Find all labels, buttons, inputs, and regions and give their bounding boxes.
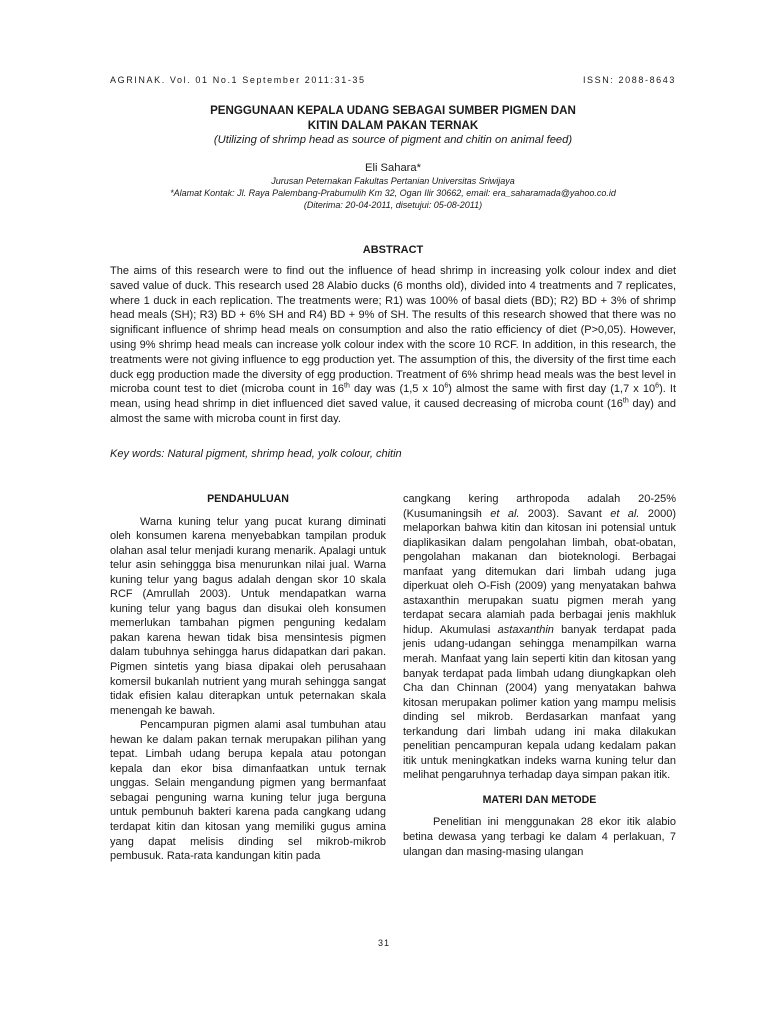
received-dates: (Diterima: 20-04-2011, disetujui: 05-08-2011) xyxy=(303,200,483,210)
body-text: cangkang kering arthropoda adalah 20-25% (Kusumaningsih xyxy=(403,493,676,520)
abstract-text: ) almost the same with first day (1,7 x 10 xyxy=(448,383,656,396)
affiliation: Jurusan Peternakan Fakultas Pertanian Universitas Sriwijaya xyxy=(271,176,515,186)
body-paragraph: Warna kuning telur yang pucat kurang diminati oleh konsumen karena menyebabkan tampilan produk olahan asal telur menjadi kurang menarik. Apalagi untuk telur asin sehinggga bisa menurunkan nilai jual. Warna kuning telur yang bagus adalah dengan skor 10 skala RCF (Amrullah 2003). Untuk mendapatkan warna kuning telur yang bagus dan disukai oleh konsumen memerlukan tambahan pigmen penguning kedalam pakan karena hewan tidak bisa mensintesis pigmen dalam tubuhnya sehingga harus didapatkan dari pakan. Pigmen sintetis yang biasa dipakai oleh perusahaan komersil bukanlah nutrient yang murah sehingga sangat tidak efisien kalau diterapkan untuk peternakan skala menengah ke bawah. xyxy=(110,515,386,717)
contact-address: *Alamat Kontak: Jl. Raya Palembang-Prabumulih Km 32, Ogan Ilir 30662, email: era_saharamada@yahoo.co.id xyxy=(170,188,616,198)
title-block xyxy=(110,104,676,211)
abstract-text: ). It mean, using head shrimp in diet influenced diet saved value, it caused decreasing of microba count (16 xyxy=(110,383,676,411)
superscript: 6 xyxy=(444,382,449,390)
body-column-left xyxy=(110,492,386,864)
body-column-right xyxy=(403,492,676,859)
body-text: banyak terdapat pada jenis udang-udangan sehingga menampilkan warna merah. Manfaat yang lain seperti kitin dan kitosan yang banyak terdapat pada limbah udang diungkapkan oleh Cha dan Chinnan (2004) yang menyatakan bahwa kitosan merupakan polimer kation yang mampu melisis dinding sel mikrob. Berdasarkan manfaat yang terkandung dari limbah udang ini maka dilakukan penelitian pencampuran kepala udang kedalam pakan itik untuk meningkatkan indeks warna kuning telur dan melihat pengaruhnya terhadap daya simpan pakan itik. xyxy=(403,623,676,782)
english-title: (Utilizing of shrimp head as source of pigment and chitin on animal feed) xyxy=(213,134,573,146)
page-number: 31 xyxy=(377,938,390,948)
keywords: Key words: Natural pigment, shrimp head, yolk colour, chitin xyxy=(110,448,402,460)
body-paragraph: Pencampuran pigmen alami asal tumbuhan atau hewan ke dalam pakan ternak merupakan pilihan yang tepat. Limbah udang berupa kepala atau potongan kepala dan ekor bisa dimanfaatkan untuk ternak unggas. Selain mengandung pigmen yang bermanfaat sebagai penguning warna kuning telur juga berguna untuk pembunuh bakteri karena pada cangkang udang terdapat kitin dan kitosan yang memiliki gugus amina yang dapat melisis dinding sel mikrob-mikrob pembusuk. Rata-rata kandungan kitin pada xyxy=(110,719,386,863)
body-paragraph xyxy=(403,492,676,783)
section-heading-pendahuluan: PENDAHULUAN xyxy=(207,493,289,505)
issn: ISSN: 2088-8643 xyxy=(582,75,676,85)
paper-title-line1: PENGGUNAAN KEPALA UDANG SEBAGAI SUMBER PIGMEN DAN xyxy=(210,104,576,117)
superscript: th xyxy=(344,382,350,390)
paper-title-line2: KITIN DALAM PAKAN TERNAK xyxy=(307,118,479,132)
abstract-heading: ABSTRACT xyxy=(362,244,424,256)
journal-citation: AGRINAK. Vol. 01 No.1 September 2011:31-35 xyxy=(110,75,366,85)
superscript: 6 xyxy=(655,382,660,390)
italic-etal: et al. xyxy=(490,507,520,520)
abstract-body xyxy=(110,264,676,427)
running-header xyxy=(110,75,676,89)
abstract-text: day was (1,5 x 10 xyxy=(349,383,445,396)
abstract-paragraph xyxy=(110,264,676,427)
italic-term: astaxanthin xyxy=(497,623,554,636)
abstract-text: day) and almost the same with microba count in first day. xyxy=(110,398,676,425)
superscript: th xyxy=(622,397,629,405)
body-paragraph: Penelitian ini menggunakan 28 ekor itik alabio betina dewasa yang terbagi ke dalam 4 perlakuan, 7 ulangan dan masing-masing ulangan xyxy=(403,816,676,858)
italic-etal: et al. xyxy=(610,507,640,520)
body-text: 2000) melaporkan bahwa kitin dan kitosan ini potensial untuk diaplikasikan dalam pengolahan limbah, obat-obatan, pengolahan makanan dan bioteknologi. Berbagai manfaat yang ditemukan dari limbah udang juga diperkuat oleh O-Fish (2009) yang menyatakan bahwa astaxanthin merupakan suatu pigmen merah yang terdapat secara alamiah pada berbagai jenis makhluk hidup. Akumulasi xyxy=(403,507,676,636)
abstract-text: The aims of this research were to find out the influence of head shrimp in increasing yolk colour index and diet saved value of duck. This research used 28 Alabio ducks (6 months old), divided into 4 treatments and 7 replicates, where 1 duck in each replication. The treatments were; R1) was 100% of basal diets (BD); R2) BD + 3% of shrimp head meals (SH); R3) BD + 6% SH and R4) BD + 9% of SH. The results of this research showed that there was no significant influence of shrimp head meals on consumption and also the ratio efficiency of diet (P>0,05). However, using 9% shrimp head meals can increase yolk colour index with the score 10 RCF. In addition, in this research, the treatments were not giving influence to egg production yet. The assumption of this, the diversity of the first time each duck egg production made the diversity of egg production. Treatment of 6% shrimp head meals was the best level in microba count test to diet (microba count in 16 xyxy=(110,265,676,396)
author-name: Eli Sahara* xyxy=(365,162,421,174)
section-heading-materi-metode: MATERI DAN METODE xyxy=(482,793,597,806)
body-text: 2003). Savant xyxy=(519,507,611,520)
